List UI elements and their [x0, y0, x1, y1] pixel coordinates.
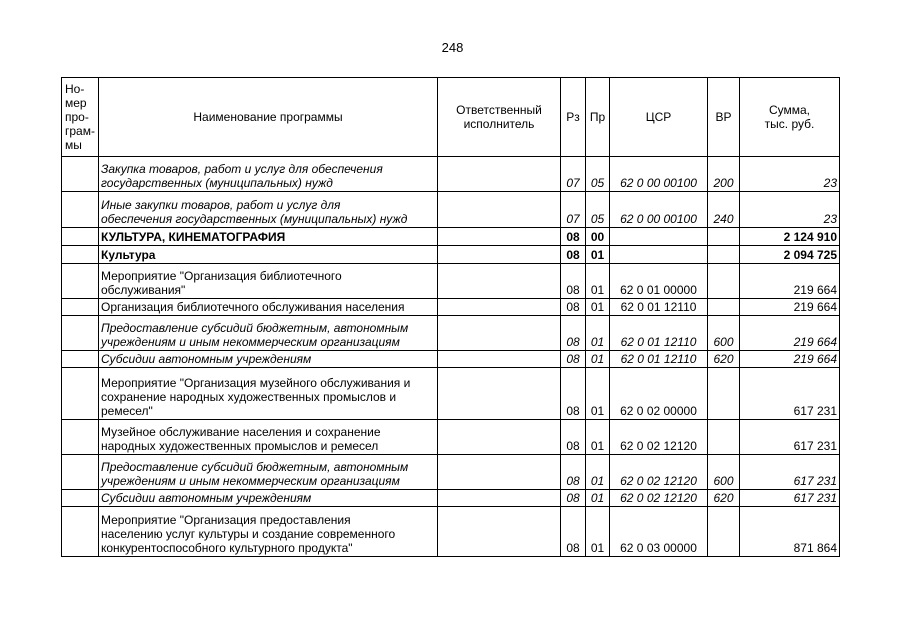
cell-rz: 07 [561, 192, 586, 228]
cell-responsible [438, 246, 561, 264]
cell-pr: 01 [586, 507, 610, 557]
cell-responsible [438, 264, 561, 299]
cell-program-number [62, 246, 99, 264]
cell-sum: 219 664 [740, 299, 840, 316]
cell-rz: 08 [561, 455, 586, 490]
cell-pr: 01 [586, 455, 610, 490]
cell-program-number [62, 157, 99, 192]
cell-csr: 62 0 03 00000 [610, 507, 708, 557]
cell-pr: 01 [586, 299, 610, 316]
table-header-row [62, 78, 840, 157]
cell-program-name: Мероприятие "Организация библиотечного обслуживания" [99, 264, 438, 299]
cell-vr: 600 [708, 455, 740, 490]
cell-sum: 617 231 [740, 420, 840, 455]
cell-program-number [62, 455, 99, 490]
cell-csr: 62 0 01 12110 [610, 351, 708, 368]
cell-sum: 219 664 [740, 316, 840, 351]
cell-csr [610, 246, 708, 264]
cell-csr: 62 0 02 12120 [610, 490, 708, 507]
cell-pr: 01 [586, 490, 610, 507]
table-row [62, 228, 840, 246]
cell-vr [708, 264, 740, 299]
cell-rz: 08 [561, 228, 586, 246]
cell-pr: 01 [586, 316, 610, 351]
cell-rz: 07 [561, 157, 586, 192]
cell-rz: 08 [561, 316, 586, 351]
page-number: 248 [441, 40, 464, 55]
cell-program-name: Мероприятие "Организация предоставления населению услуг культуры и создание современного конкурентоспособного культурного продукта" [99, 507, 438, 557]
cell-program-number [62, 351, 99, 368]
header-rz: Рз [561, 78, 586, 157]
table-row [62, 264, 840, 299]
cell-csr: 62 0 01 12110 [610, 316, 708, 351]
cell-pr: 05 [586, 157, 610, 192]
table-row [62, 157, 840, 192]
table-row [62, 299, 840, 316]
cell-csr [610, 228, 708, 246]
table-row [62, 455, 840, 490]
cell-program-name: Субсидии автономным учреждениям [99, 490, 438, 507]
cell-program-name: Мероприятие "Организация музейного обслуживания и сохранение народных художественных промыслов и ремесел" [99, 368, 438, 420]
table-row [62, 368, 840, 420]
cell-program-name: Иные закупки товаров, работ и услуг для обеспечения государственных (муниципальных) нужд [99, 192, 438, 228]
table-row [62, 420, 840, 455]
cell-program-name: Закупка товаров, работ и услуг для обеспечения государственных (муниципальных) нужд [99, 157, 438, 192]
cell-sum: 2 124 910 [740, 228, 840, 246]
table-row [62, 192, 840, 228]
table-row [62, 316, 840, 351]
budget-table [61, 77, 840, 557]
cell-responsible [438, 490, 561, 507]
cell-responsible [438, 299, 561, 316]
cell-responsible [438, 316, 561, 351]
cell-program-name: Музейное обслуживание населения и сохранение народных художественных промыслов и ремесел [99, 420, 438, 455]
cell-program-name: Культура [99, 246, 438, 264]
cell-rz: 08 [561, 490, 586, 507]
cell-program-number [62, 264, 99, 299]
cell-sum: 219 664 [740, 264, 840, 299]
cell-rz: 08 [561, 507, 586, 557]
table-row [62, 507, 840, 557]
header-program-number: Но- мер про- грам- мы [62, 78, 99, 157]
cell-rz: 08 [561, 420, 586, 455]
cell-responsible [438, 157, 561, 192]
cell-program-name: Предоставление субсидий бюджетным, автономным учреждениям и иным некоммерческим организациям [99, 316, 438, 351]
cell-rz: 08 [561, 299, 586, 316]
cell-sum: 23 [740, 157, 840, 192]
cell-sum: 617 231 [740, 490, 840, 507]
cell-sum: 871 864 [740, 507, 840, 557]
cell-rz: 08 [561, 246, 586, 264]
cell-program-number [62, 420, 99, 455]
table-row [62, 351, 840, 368]
cell-responsible [438, 455, 561, 490]
cell-program-number [62, 368, 99, 420]
cell-program-number [62, 490, 99, 507]
cell-csr: 62 0 02 12120 [610, 420, 708, 455]
cell-vr [708, 507, 740, 557]
cell-pr: 05 [586, 192, 610, 228]
cell-csr: 62 0 02 12120 [610, 455, 708, 490]
cell-vr [708, 299, 740, 316]
cell-csr: 62 0 01 12110 [610, 299, 708, 316]
cell-vr: 600 [708, 316, 740, 351]
cell-pr: 01 [586, 420, 610, 455]
cell-csr: 62 0 00 00100 [610, 157, 708, 192]
cell-responsible [438, 420, 561, 455]
header-program-name: Наименование программы [99, 78, 438, 157]
cell-vr [708, 228, 740, 246]
cell-sum: 2 094 725 [740, 246, 840, 264]
cell-vr: 620 [708, 351, 740, 368]
cell-vr: 240 [708, 192, 740, 228]
cell-rz: 08 [561, 368, 586, 420]
cell-vr: 620 [708, 490, 740, 507]
cell-program-name: Предоставление субсидий бюджетным, автономным учреждениям и иным некоммерческим организациям [99, 455, 438, 490]
cell-rz: 08 [561, 264, 586, 299]
cell-program-number [62, 507, 99, 557]
header-csr: ЦСР [610, 78, 708, 157]
cell-vr [708, 420, 740, 455]
cell-program-name: Субсидии автономным учреждениям [99, 351, 438, 368]
cell-responsible [438, 228, 561, 246]
cell-csr: 62 0 02 00000 [610, 368, 708, 420]
table-row [62, 490, 840, 507]
cell-sum: 23 [740, 192, 840, 228]
cell-pr: 01 [586, 351, 610, 368]
cell-program-number [62, 192, 99, 228]
cell-program-number [62, 228, 99, 246]
cell-program-name: Организация библиотечного обслуживания населения [99, 299, 438, 316]
cell-vr: 200 [708, 157, 740, 192]
cell-vr [708, 368, 740, 420]
header-pr: Пр [586, 78, 610, 157]
cell-csr: 62 0 00 00100 [610, 192, 708, 228]
cell-rz: 08 [561, 351, 586, 368]
cell-pr: 00 [586, 228, 610, 246]
header-sum: Сумма, тыс. руб. [740, 78, 840, 157]
cell-sum: 617 231 [740, 368, 840, 420]
cell-responsible [438, 368, 561, 420]
cell-responsible [438, 351, 561, 368]
header-responsible: Ответственный исполнитель [438, 78, 561, 157]
cell-program-number [62, 316, 99, 351]
header-vr: ВР [708, 78, 740, 157]
cell-pr: 01 [586, 264, 610, 299]
cell-sum: 219 664 [740, 351, 840, 368]
cell-pr: 01 [586, 368, 610, 420]
cell-csr: 62 0 01 00000 [610, 264, 708, 299]
cell-responsible [438, 507, 561, 557]
cell-responsible [438, 192, 561, 228]
cell-pr: 01 [586, 246, 610, 264]
cell-sum: 617 231 [740, 455, 840, 490]
cell-program-number [62, 299, 99, 316]
table-row [62, 246, 840, 264]
cell-vr [708, 246, 740, 264]
cell-program-name: КУЛЬТУРА, КИНЕМАТОГРАФИЯ [99, 228, 438, 246]
